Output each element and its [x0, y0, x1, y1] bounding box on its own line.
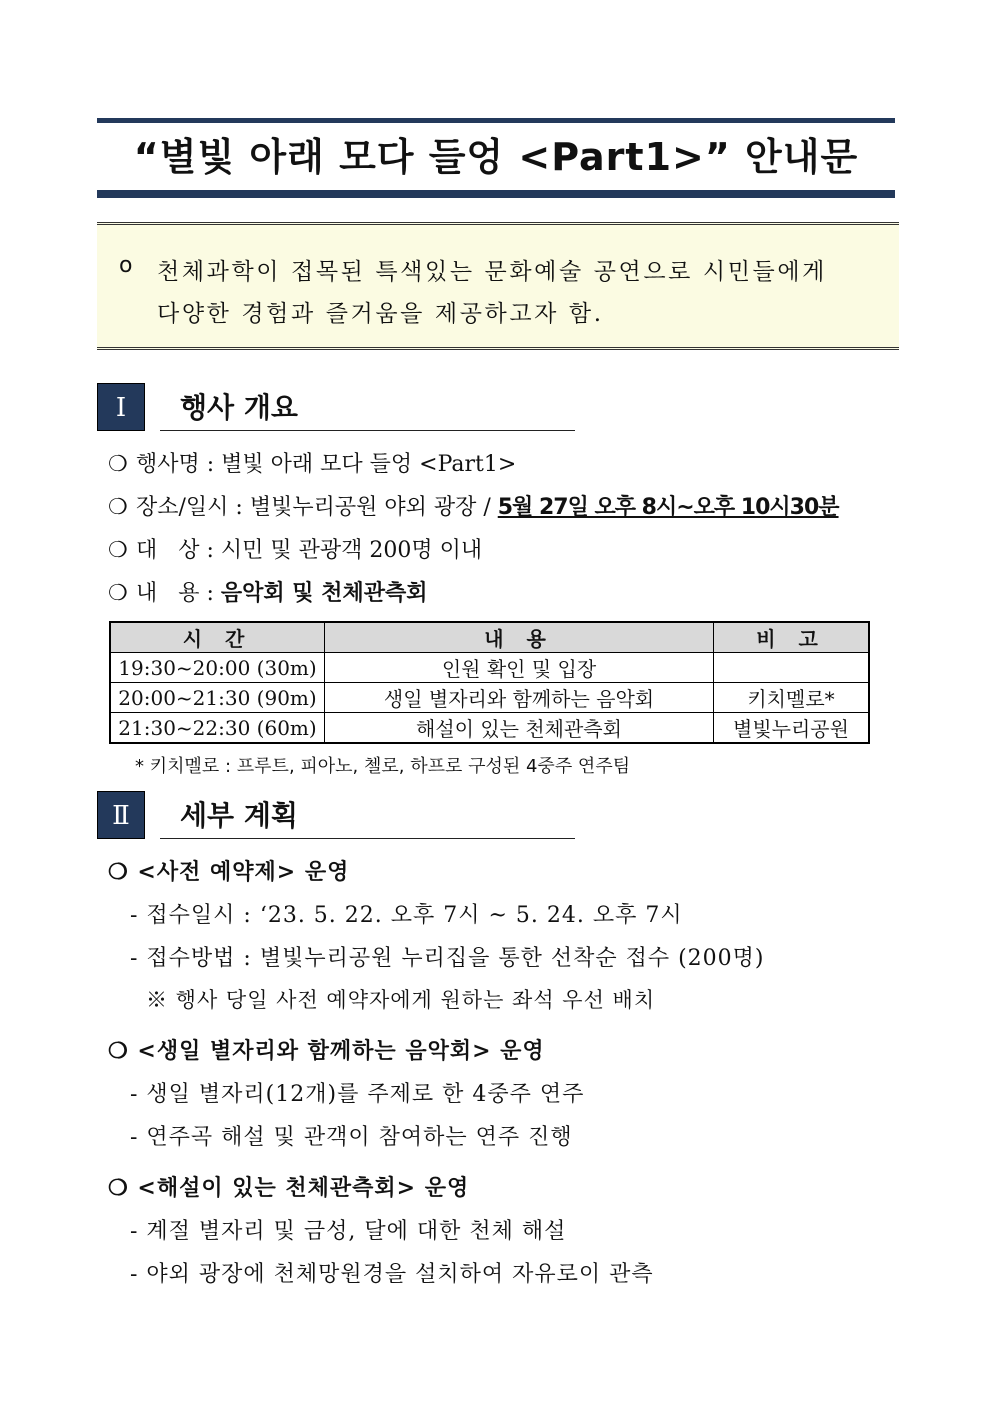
overview-item-content: ❍ 내 용 : 음악회 및 천체관측회: [108, 580, 428, 606]
table-footnote: * 키치멜로 : 프루트, 피아노, 첼로, 하프로 구성된 4중주 연주팀: [135, 756, 631, 777]
plan-line: - 야외 광장에 천체망원경을 설치하여 자유로이 관측: [130, 1262, 654, 1287]
table-cell: 인원 확인 및 입장: [325, 653, 714, 683]
section2-rule: [160, 838, 575, 839]
table-header-time: 시 간: [110, 622, 325, 653]
table-cell: [714, 653, 870, 683]
table-cell: 19:30~20:00 (30m): [110, 653, 325, 683]
table-cell: 생일 별자리와 함께하는 음악회: [325, 683, 714, 713]
section1-rule: [160, 430, 575, 431]
plan-heading-concert: ❍ <생일 별자리와 함께하는 음악회> 운영: [108, 1038, 545, 1064]
plan-line: - 접수일시 : ‘23. 5. 22. 오후 7시 ~ 5. 24. 오후 7시: [130, 903, 683, 928]
title-rule-bottom: [97, 190, 895, 198]
table-header-content: 내 용: [325, 622, 714, 653]
overview-item-name: ❍ 행사명 : 별빛 아래 모다 들엉 <Part1>: [108, 452, 517, 477]
overview-item-target: ❍ 대 상 : 시민 및 관광객 200명 이내: [108, 538, 483, 563]
table-row: [110, 683, 869, 713]
event-datetime: 5월 27일 오후 8시~오후 10시30분: [497, 495, 839, 520]
table-cell: 21:30~22:30 (60m): [110, 713, 325, 744]
page-title: “별빛 아래 모다 들엉 <Part1>” 안내문: [133, 135, 859, 179]
purpose-text-line2: 다양한 경험과 즐거움을 제공하고자 함.: [157, 301, 604, 327]
table-header-row: [110, 622, 869, 653]
plan-line: - 연주곡 해설 및 관객이 참여하는 연주 진행: [130, 1125, 573, 1150]
table-cell: 키치멜로*: [714, 683, 870, 713]
table-cell: 20:00~21:30 (90m): [110, 683, 325, 713]
section1-number: Ⅰ: [97, 383, 145, 431]
plan-line: - 접수방법 : 별빛누리공원 누리집을 통한 선착순 접수 (200명): [130, 946, 765, 971]
section2-title: 세부 계획: [180, 799, 298, 832]
section2-number: Ⅱ: [97, 791, 145, 839]
plan-heading-observation: ❍ <해설이 있는 천체관측회> 운영: [108, 1175, 470, 1201]
table-row: [110, 653, 869, 683]
table-header-note: 비 고: [714, 622, 870, 653]
table-cell: 해설이 있는 천체관측회: [325, 713, 714, 744]
plan-note: ※ 행사 당일 사전 예약자에게 원하는 좌석 우선 배치: [146, 988, 656, 1012]
section1-title: 행사 개요: [180, 391, 298, 424]
overview-item-place: ❍ 장소/일시 : 별빛누리공원 야외 광장 / 5월 27일 오후 8시~오후 10시30분: [108, 495, 839, 520]
plan-line: - 생일 별자리(12개)를 주제로 한 4중주 연주: [130, 1082, 585, 1107]
plan-line: - 계절 별자리 및 금성, 달에 대한 천체 해설: [130, 1219, 567, 1244]
table-cell: 별빛누리공원: [714, 713, 870, 744]
purpose-box: [97, 222, 899, 350]
purpose-text-line1: 천체과학이 접목된 특색있는 문화예술 공연으로 시민들에게: [157, 259, 828, 285]
schedule-table: [109, 621, 870, 744]
plan-heading-reservation: ❍ <사전 예약제> 운영: [108, 859, 350, 885]
table-row: [110, 713, 869, 744]
purpose-bullet: o: [119, 253, 133, 278]
title-rule-top: [97, 118, 895, 123]
